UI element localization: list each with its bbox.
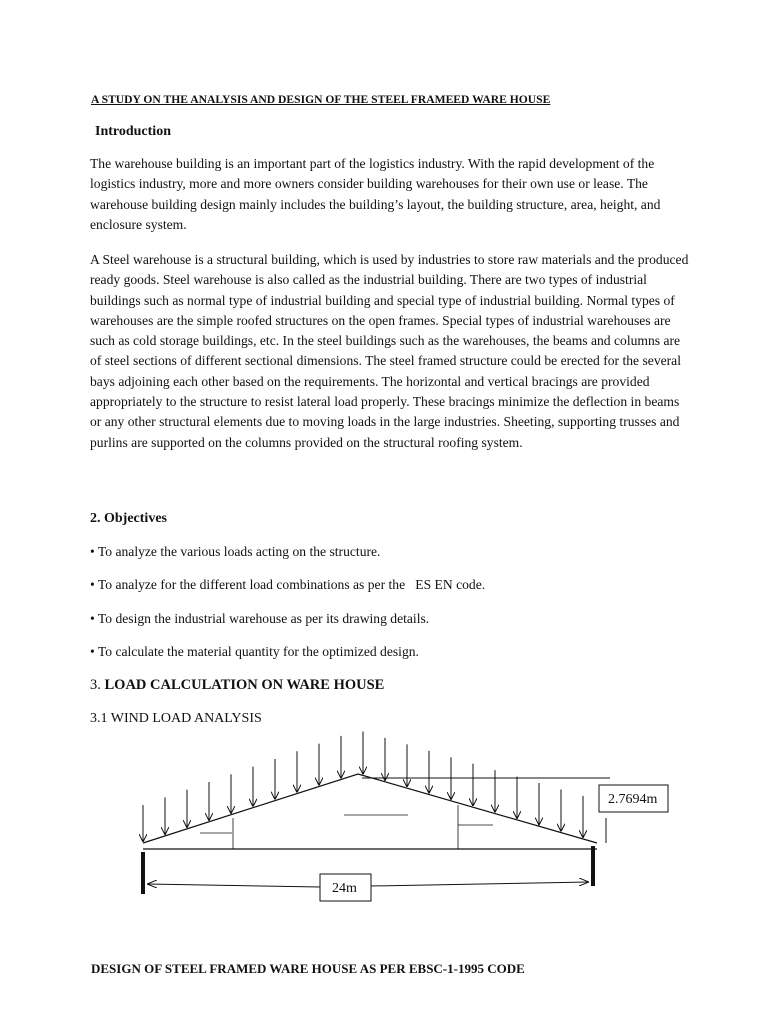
introduction-heading: Introduction bbox=[95, 124, 171, 139]
height-label: 2.7694m bbox=[608, 792, 658, 807]
intro-paragraph-1: The warehouse building is an important part of the logistics industry. With the rapid development of the logistics industry, more and more owners consider building warehouses for their own use or lease. The warehouse building design mainly includes the building’s layout, the building structure, area, height, and enclosure system. bbox=[90, 156, 661, 232]
roof-truss bbox=[143, 774, 610, 849]
wind-load-heading: 3.1 WIND LOAD ANALYSIS bbox=[90, 711, 262, 726]
objective-item-4: • To calculate the material quantity for the optimized design. bbox=[90, 644, 419, 659]
objective-item-2: • To analyze for the different load combinations as per the ES EN code. bbox=[90, 577, 486, 592]
document-title: A STUDY ON THE ANALYSIS AND DESIGN OF THE STEEL FRAMEED WARE HOUSE bbox=[91, 93, 551, 106]
span-label: 24m bbox=[332, 881, 357, 896]
load-calculation-heading bbox=[90, 677, 384, 694]
span-dimension-line-right bbox=[371, 882, 589, 886]
intro-paragraph-2: A Steel warehouse is a structural building, which is used by industries to store raw materials and the produced ready goods. Steel warehouse is also called as the industrial building. There are two types of industrial buildings such as normal type of industrial building and special type of industrial building. Normal types of warehouses are the simple roofed structures on the open frames. Special types of industrial warehouses are such as cold storage buildings, etc. In the steel buildings such as the warehouses, the beams and columns are of steel sections of different sectional dimensions. The steel framed structure could be erected for the several bays adjoining each other based on the requirements. The horizontal and vertical bracings are provided appropriately to the structure to resist lateral load properly. These bracings minimize the deflection in beams or any other structural elements due to moving loads in the large industries. Sheeting, supporting trusses and purlins are supported on the columns provided on the structural roofing system. bbox=[90, 252, 689, 450]
wind-load-diagram bbox=[0, 720, 768, 910]
wind-load-arrows bbox=[143, 731, 583, 841]
objective-item-1: • To analyze the various loads acting on the structure. bbox=[90, 544, 381, 559]
load-heading-number: 3. bbox=[90, 677, 105, 693]
objective-item-3: • To design the industrial warehouse as per its drawing details. bbox=[90, 611, 430, 626]
objectives-heading: 2. Objectives bbox=[90, 511, 167, 526]
load-heading-text: LOAD CALCULATION ON WARE HOUSE bbox=[104, 677, 385, 693]
span-dimension-line-left bbox=[147, 884, 320, 887]
design-code-heading: DESIGN OF STEEL FRAMED WARE HOUSE AS PER EBSC-1-1995 CODE bbox=[91, 961, 525, 976]
